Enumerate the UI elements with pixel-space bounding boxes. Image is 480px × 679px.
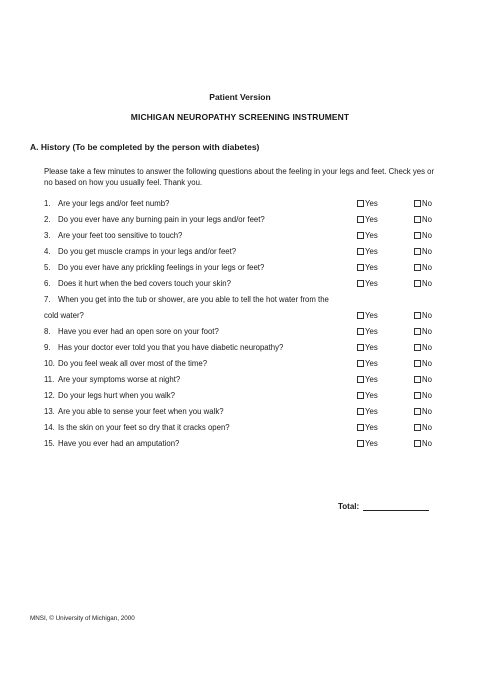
- no-option[interactable]: [414, 340, 432, 356]
- question-list: [44, 196, 444, 452]
- question-row-14: [44, 420, 444, 436]
- question-row-8: [44, 324, 444, 340]
- question-number: 12.: [44, 391, 55, 400]
- question-number: 13.: [44, 407, 55, 416]
- section-heading: A. History (To be completed by the person with diabetes): [30, 142, 260, 152]
- question-text: Do you get muscle cramps in your legs and/or feet?: [58, 247, 237, 256]
- question-text: Do you feel weak all over most of the time?: [58, 359, 208, 368]
- no-option[interactable]: [414, 260, 432, 276]
- no-option[interactable]: [414, 324, 432, 340]
- no-label: No: [422, 359, 432, 368]
- checkbox-icon[interactable]: [414, 408, 421, 415]
- no-label: No: [422, 215, 432, 224]
- version-label: Patient Version: [209, 92, 271, 102]
- yes-label: Yes: [365, 359, 378, 368]
- yes-option[interactable]: [357, 244, 378, 260]
- question-number: 10.: [44, 359, 55, 368]
- yes-option[interactable]: [357, 372, 378, 388]
- yes-label: Yes: [365, 423, 378, 432]
- checkbox-icon[interactable]: [414, 248, 421, 255]
- yes-label: Yes: [365, 407, 378, 416]
- no-label: No: [422, 439, 432, 448]
- no-option[interactable]: [414, 196, 432, 212]
- no-option[interactable]: [414, 212, 432, 228]
- question-row-2: [44, 212, 444, 228]
- question-number: 2.: [44, 215, 51, 224]
- yes-label: Yes: [365, 279, 378, 288]
- yes-label: Yes: [365, 199, 378, 208]
- question-number: 15.: [44, 439, 55, 448]
- checkbox-icon[interactable]: [357, 280, 364, 287]
- total-label: Total:: [338, 502, 360, 511]
- question-text: Is the skin on your feet so dry that it cracks open?: [58, 423, 230, 432]
- checkbox-icon[interactable]: [414, 312, 421, 319]
- checkbox-icon[interactable]: [357, 216, 364, 223]
- checkbox-icon[interactable]: [357, 232, 364, 239]
- no-label: No: [422, 343, 432, 352]
- no-option[interactable]: [414, 228, 432, 244]
- checkbox-icon[interactable]: [357, 360, 364, 367]
- yes-option[interactable]: [357, 260, 378, 276]
- no-label: No: [422, 407, 432, 416]
- total-field: [338, 502, 429, 511]
- question-text: Do you ever have any prickling feelings in your legs or feet?: [58, 263, 265, 272]
- checkbox-icon[interactable]: [414, 376, 421, 383]
- question-number: 11.: [44, 375, 55, 384]
- checkbox-icon[interactable]: [414, 424, 421, 431]
- question-row-5: [44, 260, 444, 276]
- checkbox-icon[interactable]: [357, 344, 364, 351]
- yes-option[interactable]: [357, 388, 378, 404]
- yes-option[interactable]: [357, 420, 378, 436]
- question-row-12: [44, 388, 444, 404]
- yes-option[interactable]: [357, 436, 378, 452]
- yes-option[interactable]: [357, 356, 378, 372]
- question-number: 14.: [44, 423, 55, 432]
- checkbox-icon[interactable]: [357, 312, 364, 319]
- question-row-7: [44, 292, 444, 324]
- no-label: No: [422, 375, 432, 384]
- question-row-13: [44, 404, 444, 420]
- yes-label: Yes: [365, 439, 378, 448]
- no-option[interactable]: [414, 244, 432, 260]
- yes-option[interactable]: [357, 308, 378, 324]
- no-option[interactable]: [414, 436, 432, 452]
- yes-option[interactable]: [357, 276, 378, 292]
- question-number: 9.: [44, 343, 51, 352]
- checkbox-icon[interactable]: [414, 360, 421, 367]
- question-text: Have you ever had an amputation?: [58, 439, 180, 448]
- yes-label: Yes: [365, 343, 378, 352]
- question-text: Are you able to sense your feet when you walk?: [58, 407, 224, 416]
- yes-label: Yes: [365, 215, 378, 224]
- total-blank-line[interactable]: [363, 510, 429, 511]
- checkbox-icon[interactable]: [357, 264, 364, 271]
- checkbox-icon[interactable]: [414, 328, 421, 335]
- yes-option[interactable]: [357, 340, 378, 356]
- copyright-footer: MNSI, © University of Michigan, 2000: [30, 615, 135, 622]
- question-text: Does it hurt when the bed covers touch your skin?: [58, 279, 231, 288]
- yes-label: Yes: [365, 231, 378, 240]
- checkbox-icon[interactable]: [414, 200, 421, 207]
- question-row-6: [44, 276, 444, 292]
- question-number: 5.: [44, 263, 51, 272]
- question-number: 3.: [44, 231, 51, 240]
- question-number: 1.: [44, 199, 51, 208]
- question-row-15: [44, 436, 444, 452]
- no-option[interactable]: [414, 308, 432, 324]
- yes-option[interactable]: [357, 196, 378, 212]
- yes-option[interactable]: [357, 228, 378, 244]
- no-label: No: [422, 311, 432, 320]
- question-number: 4.: [44, 247, 51, 256]
- no-label: No: [422, 263, 432, 272]
- checkbox-icon[interactable]: [357, 424, 364, 431]
- checkbox-icon[interactable]: [414, 232, 421, 239]
- checkbox-icon[interactable]: [357, 248, 364, 255]
- no-label: No: [422, 247, 432, 256]
- checkbox-icon[interactable]: [414, 392, 421, 399]
- checkbox-icon[interactable]: [357, 328, 364, 335]
- question-row-9: [44, 340, 444, 356]
- question-number: 7.: [44, 295, 51, 304]
- no-label: No: [422, 279, 432, 288]
- checkbox-icon[interactable]: [357, 392, 364, 399]
- question-row-11: [44, 372, 444, 388]
- question-text: When you get into the tub or shower, are you able to tell the hot water from the cold water?: [44, 295, 329, 320]
- question-number: 6.: [44, 279, 51, 288]
- question-row-3: [44, 228, 444, 244]
- yes-label: Yes: [365, 247, 378, 256]
- yes-option[interactable]: [357, 212, 378, 228]
- question-text: Do your legs hurt when you walk?: [58, 391, 176, 400]
- checkbox-icon[interactable]: [414, 344, 421, 351]
- question-text: Are your legs and/or feet numb?: [58, 199, 170, 208]
- yes-option[interactable]: [357, 404, 378, 420]
- no-option[interactable]: [414, 420, 432, 436]
- no-option[interactable]: [414, 276, 432, 292]
- question-text: Have you ever had an open sore on your foot?: [58, 327, 219, 336]
- question-row-1: [44, 196, 444, 212]
- checkbox-icon[interactable]: [414, 440, 421, 447]
- no-label: No: [422, 327, 432, 336]
- yes-label: Yes: [365, 311, 378, 320]
- checkbox-icon[interactable]: [414, 264, 421, 271]
- no-option[interactable]: [414, 404, 432, 420]
- checkbox-icon[interactable]: [357, 440, 364, 447]
- checkbox-icon[interactable]: [357, 376, 364, 383]
- question-text: Do you ever have any burning pain in your legs and/or feet?: [58, 215, 265, 224]
- question-number: 8.: [44, 327, 51, 336]
- instructions-text: Please take a few minutes to answer the following questions about the feeling in your legs and feet. Check yes or no based on how you usually feel. Thank you.: [44, 167, 435, 187]
- yes-label: Yes: [365, 375, 378, 384]
- question-text: Are your symptoms worse at night?: [58, 375, 181, 384]
- checkbox-icon[interactable]: [357, 200, 364, 207]
- no-label: No: [422, 391, 432, 400]
- no-label: No: [422, 199, 432, 208]
- question-row-4: [44, 244, 444, 260]
- question-text: Are your feet too sensitive to touch?: [58, 231, 183, 240]
- yes-label: Yes: [365, 391, 378, 400]
- no-label: No: [422, 423, 432, 432]
- checkbox-icon[interactable]: [357, 408, 364, 415]
- yes-option[interactable]: [357, 324, 378, 340]
- question-row-10: [44, 356, 444, 372]
- no-option[interactable]: [414, 356, 432, 372]
- yes-label: Yes: [365, 327, 378, 336]
- checkbox-icon[interactable]: [414, 280, 421, 287]
- document-title: MICHIGAN NEUROPATHY SCREENING INSTRUMENT: [130, 112, 350, 122]
- no-option[interactable]: [414, 372, 432, 388]
- question-text: Has your doctor ever told you that you have diabetic neuropathy?: [58, 343, 284, 352]
- checkbox-icon[interactable]: [414, 216, 421, 223]
- yes-label: Yes: [365, 263, 378, 272]
- no-option[interactable]: [414, 388, 432, 404]
- no-label: No: [422, 231, 432, 240]
